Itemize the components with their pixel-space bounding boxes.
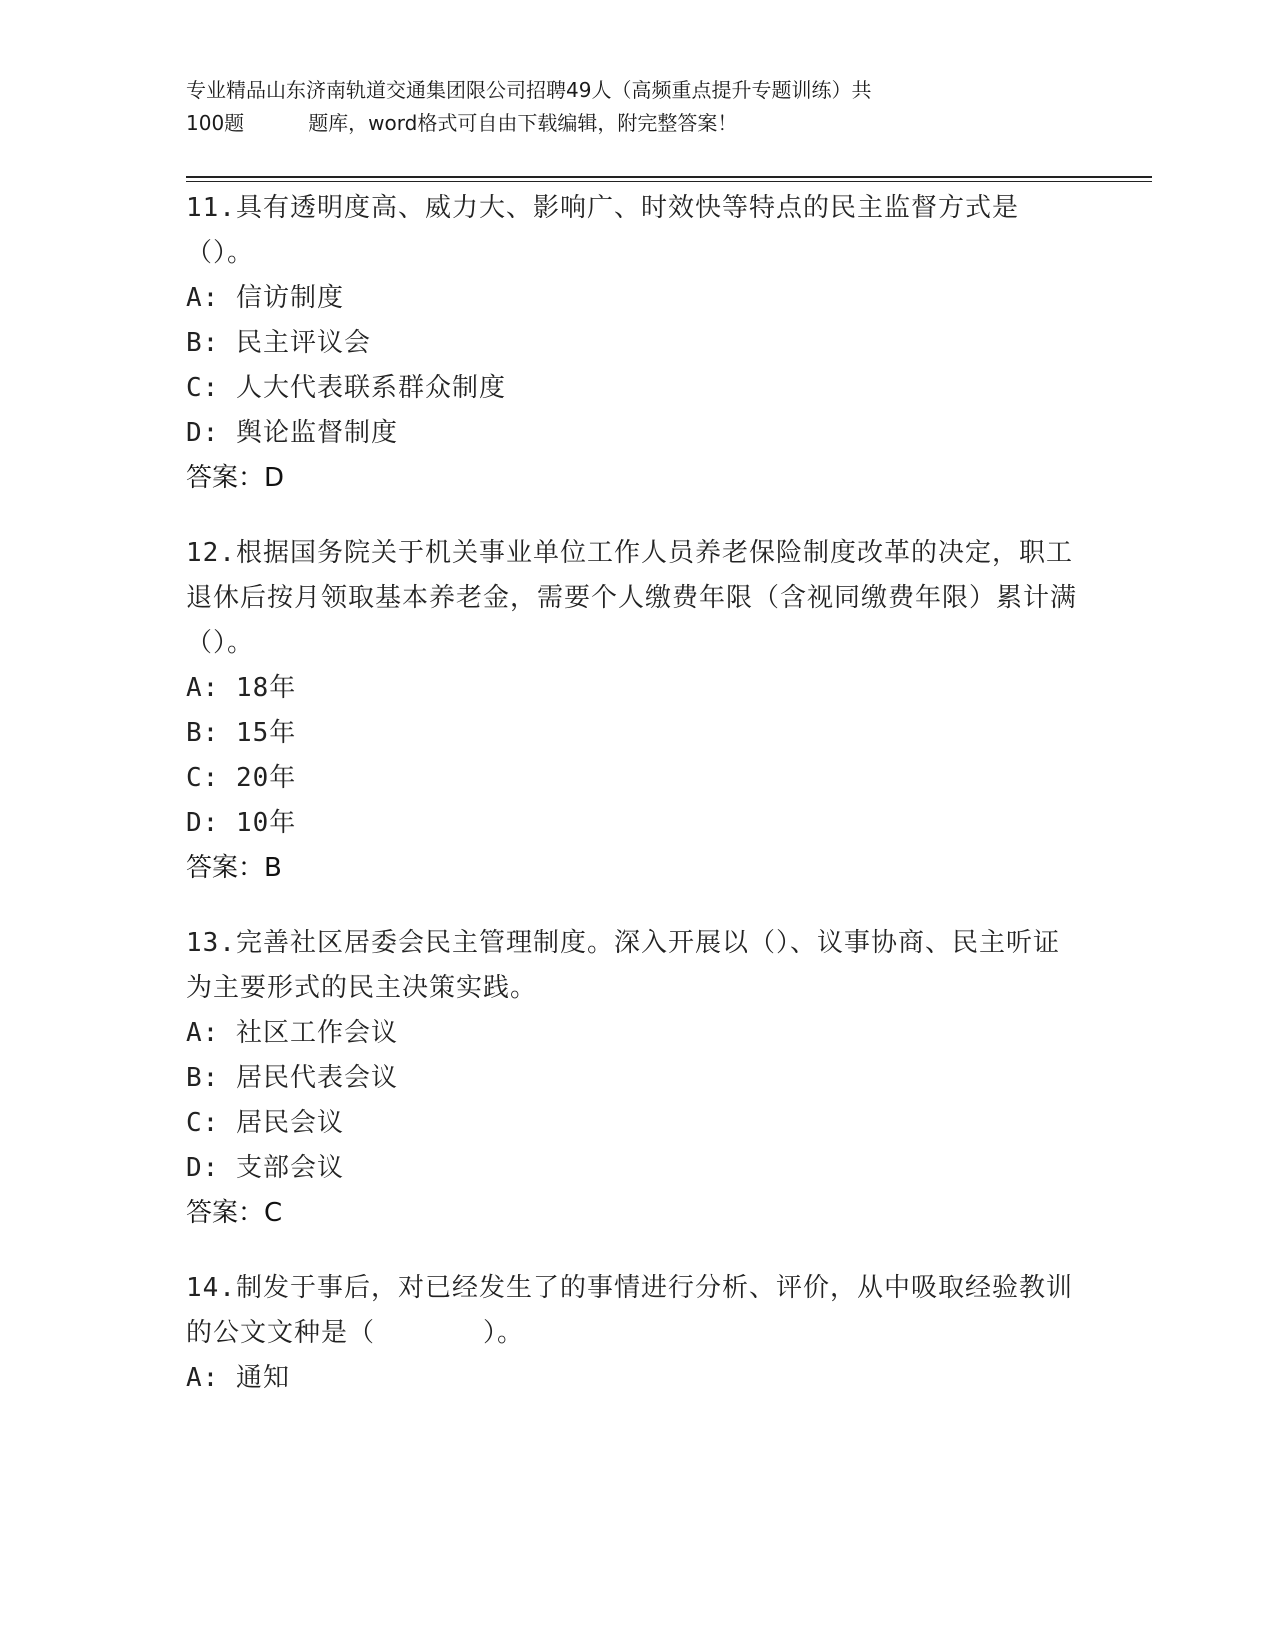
answer: 答案：C — [186, 1198, 283, 1228]
option-a: A: 社区工作会议 — [186, 1018, 398, 1048]
question-stem: 12.根据国务院关于机关事业单位工作人员养老保险制度改革的决定，职工退休后按月领取基本养老金，需要个人缴费年限（含视同缴费年限）累计满（）。 — [186, 538, 1078, 658]
option-b: B: 15年 — [186, 718, 297, 748]
option-c: C: 人大代表联系群众制度 — [186, 373, 506, 403]
header-line-2 — [186, 107, 1086, 140]
question-11 — [186, 186, 1086, 501]
question-list — [186, 186, 1086, 1431]
header-line-1: 专业精品山东济南轨道交通集团限公司招聘49人（高频重点提升专题训练）共 — [186, 78, 872, 102]
header-line-2-desc: 题库，word格式可自由下载编辑，附完整答案！ — [308, 111, 738, 135]
option-b: B: 民主评议会 — [186, 328, 371, 358]
answer: 答案：B — [186, 853, 282, 883]
question-stem: 13.完善社区居委会民主管理制度。深入开展以（）、议事协商、民主听证为主要形式的民主决策实践。 — [186, 928, 1060, 1003]
option-b: B: 居民代表会议 — [186, 1063, 398, 1093]
question-stem: 11.具有透明度高、威力大、影响广、时效快等特点的民主监督方式是（）。 — [186, 193, 1019, 268]
header-line-2-count: 100题 — [186, 111, 245, 135]
answer: 答案：D — [186, 463, 285, 493]
option-d: D: 舆论监督制度 — [186, 418, 398, 448]
question-12 — [186, 531, 1086, 891]
header-divider-thick — [186, 176, 1152, 178]
option-a: A: 信访制度 — [186, 283, 344, 313]
question-stem: 14.制发于事后，对已经发生了的事情进行分析、评价，从中吸取经验教训的公文文种是（ ）。 — [186, 1273, 1073, 1348]
option-c: C: 居民会议 — [186, 1108, 344, 1138]
option-a: A: 通知 — [186, 1363, 290, 1393]
option-d: D: 10年 — [186, 808, 297, 838]
option-c: C: 20年 — [186, 763, 297, 793]
option-a: A: 18年 — [186, 673, 297, 703]
question-13 — [186, 921, 1086, 1236]
header-divider-thin — [186, 181, 1152, 182]
question-14 — [186, 1266, 1086, 1401]
document-header — [186, 74, 1086, 140]
option-d: D: 支部会议 — [186, 1153, 344, 1183]
